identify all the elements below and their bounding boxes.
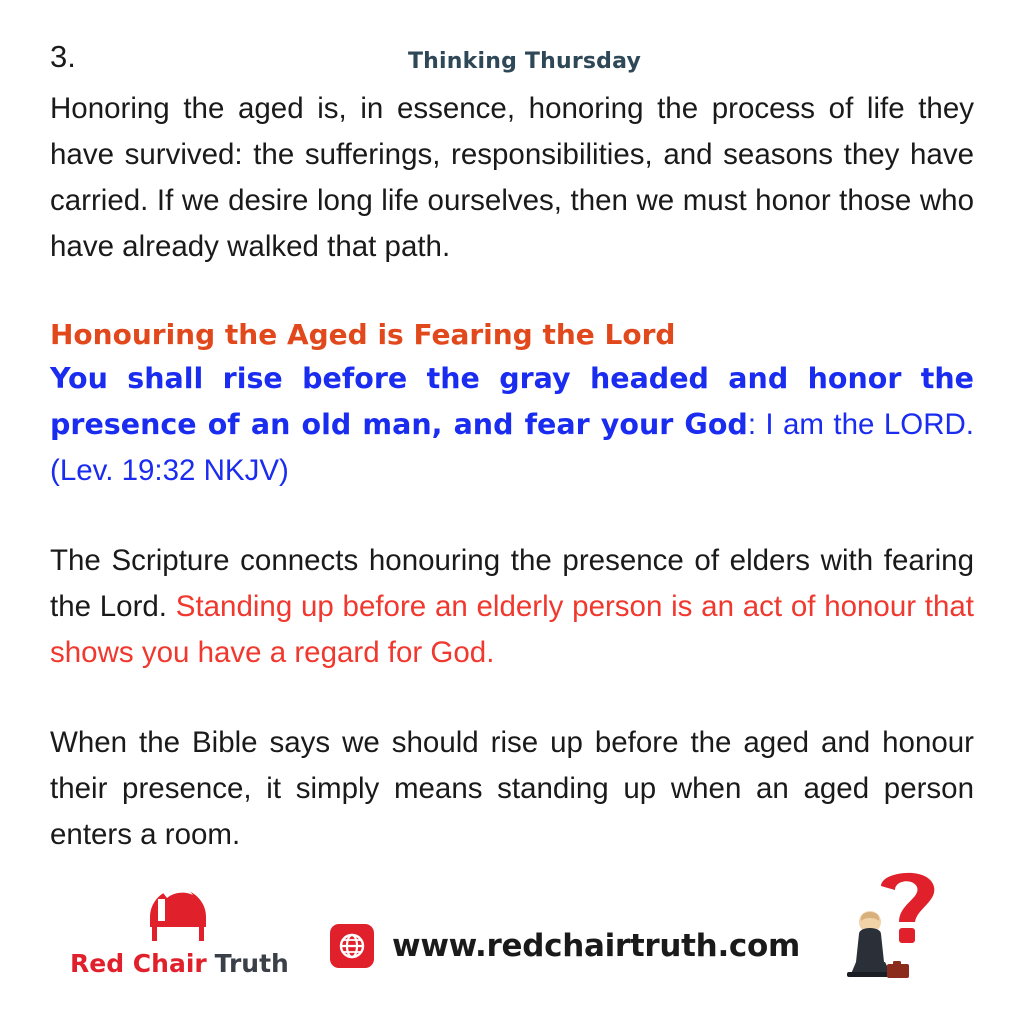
globe-icon (330, 924, 374, 968)
section-heading: Honouring the Aged is Fearing the Lord (50, 318, 676, 351)
paragraph-text-highlight: Standing up before an elderly person is an act of honour that shows you have a regard for God. (50, 590, 975, 669)
spacer (50, 270, 974, 314)
globe-icon-svg (337, 931, 367, 961)
series-kicker: Thinking Thursday (407, 49, 642, 74)
website-block[interactable] (330, 924, 800, 968)
question-mark-icon-svg (829, 868, 959, 988)
question-mark-illustration (829, 868, 959, 988)
brand-logo (70, 877, 289, 978)
verse-emphasis: You shall rise before the gray headed and honor the presence of an old man, and fear your God (50, 362, 974, 441)
brand-logo-text (70, 949, 289, 978)
paragraph-intro: Honoring the aged is, in essence, honoring the process of life they have survived: the sufferings, responsibilities, and seasons they have carried. If we desire long life ourselves, then we must honor those who have already walked that path. (50, 92, 974, 263)
header-row (50, 40, 974, 86)
brand-logo-text-red: Red Chair (70, 949, 207, 978)
verse-remainder: : I am the LORD. (747, 408, 974, 441)
spacer (50, 676, 974, 720)
paragraph-scripture-comment (50, 538, 974, 676)
red-chair-icon-svg (130, 877, 226, 943)
spacer (50, 494, 974, 538)
slide-number: 3. (50, 39, 76, 74)
verse-reference: (Lev. 19:32 NKJV) (50, 454, 289, 487)
website-url[interactable]: www.redchairtruth.com (392, 928, 801, 964)
red-chair-icon (130, 877, 226, 943)
paragraph-explanation: When the Bible says we should rise up before the aged and honour their presence, it simply means standing up when an aged person enters a room. (50, 726, 974, 851)
footer (0, 876, 1024, 1006)
brand-logo-text-dark: Truth (214, 949, 289, 978)
scripture-verse (50, 356, 974, 494)
paragraph-text-plain: The Scripture connects honouring the presence of elders with fearing the Lord. (50, 544, 974, 623)
